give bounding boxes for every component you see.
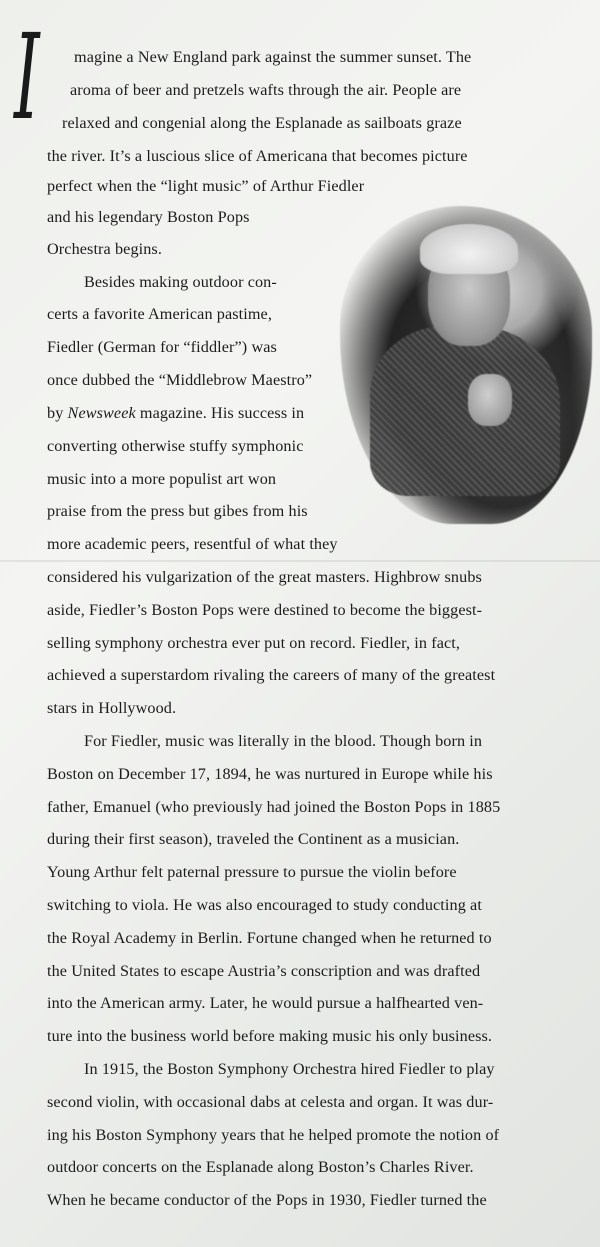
text-line: Orchestra begins.: [47, 240, 162, 258]
text-line: aroma of beer and pretzels wafts through the air. People are: [70, 81, 462, 99]
text-line: during their first season), traveled the Continent as a musician.: [47, 830, 460, 848]
text-line: certs a favorite American pastime,: [47, 305, 272, 323]
text-line: more academic peers, resentful of what they: [47, 535, 338, 553]
text-line: and his legendary Boston Pops: [47, 208, 250, 226]
text-line: the river. It’s a luscious slice of Americana that becomes picture: [47, 147, 468, 165]
text-line: praise from the press but gibes from his: [47, 502, 308, 520]
text-line: into the American army. Later, he would pursue a halfhearted ven-: [47, 994, 484, 1012]
text-line: aside, Fiedler’s Boston Pops were destined to become the biggest-: [47, 601, 483, 619]
text-line: selling symphony orchestra ever put on record. Fiedler, in fact,: [47, 634, 461, 652]
text-line: father, Emanuel (who previously had joined the Boston Pops in 1885: [47, 798, 501, 816]
paper-fold: [0, 560, 600, 562]
text-line: Young Arthur felt paternal pressure to pursue the violin before: [47, 863, 457, 881]
text-line: magine a New England park against the summer sunset. The: [74, 48, 472, 66]
text-line: converting otherwise stuffy symphonic: [47, 437, 304, 455]
text-line: relaxed and congenial along the Esplanade as sailboats graze: [62, 114, 462, 132]
arthur-fiedler-portrait: [340, 206, 592, 524]
portrait-hand: [468, 374, 512, 426]
drop-cap: I: [14, 8, 40, 146]
text-line: the United States to escape Austria’s conscription and was drafted: [47, 962, 481, 980]
text-line: ing his Boston Symphony years that he helped promote the notion of: [47, 1126, 500, 1144]
text-line: stars in Hollywood.: [47, 699, 177, 717]
text-line: When he became conductor of the Pops in 1930, Fiedler turned the: [47, 1191, 487, 1209]
text-line: outdoor concerts on the Esplanade along Boston’s Charles River.: [47, 1158, 474, 1176]
text-line: music into a more populist art won: [47, 470, 277, 488]
text-line: For Fiedler, music was literally in the blood. Though born in: [84, 732, 483, 750]
portrait-hair: [420, 224, 518, 274]
text-line: Fiedler (German for “fiddler”) was: [47, 338, 277, 356]
text-line: considered his vulgarization of the great masters. Highbrow snubs: [47, 568, 482, 586]
text-line: Besides making outdoor con-: [84, 273, 277, 291]
portrait-jacket: [370, 326, 560, 496]
text-line: second violin, with occasional dabs at celesta and organ. It was dur-: [47, 1093, 494, 1111]
text-line: ture into the business world before making music his only business.: [47, 1027, 493, 1045]
text-line: achieved a superstardom rivaling the careers of many of the greatest: [47, 666, 496, 684]
text-line: perfect when the “light music” of Arthur Fiedler: [47, 177, 365, 195]
text-line: the Royal Academy in Berlin. Fortune changed when he returned to: [47, 929, 492, 947]
text-line: once dubbed the “Middlebrow Maestro”: [47, 371, 313, 389]
text-line: by Newsweek magazine. His success in: [47, 404, 305, 422]
text-line: In 1915, the Boston Symphony Orchestra hired Fiedler to play: [84, 1060, 495, 1078]
text-line: switching to viola. He was also encouraged to study conducting at: [47, 896, 482, 914]
text-line: Boston on December 17, 1894, he was nurtured in Europe while his: [47, 765, 493, 783]
